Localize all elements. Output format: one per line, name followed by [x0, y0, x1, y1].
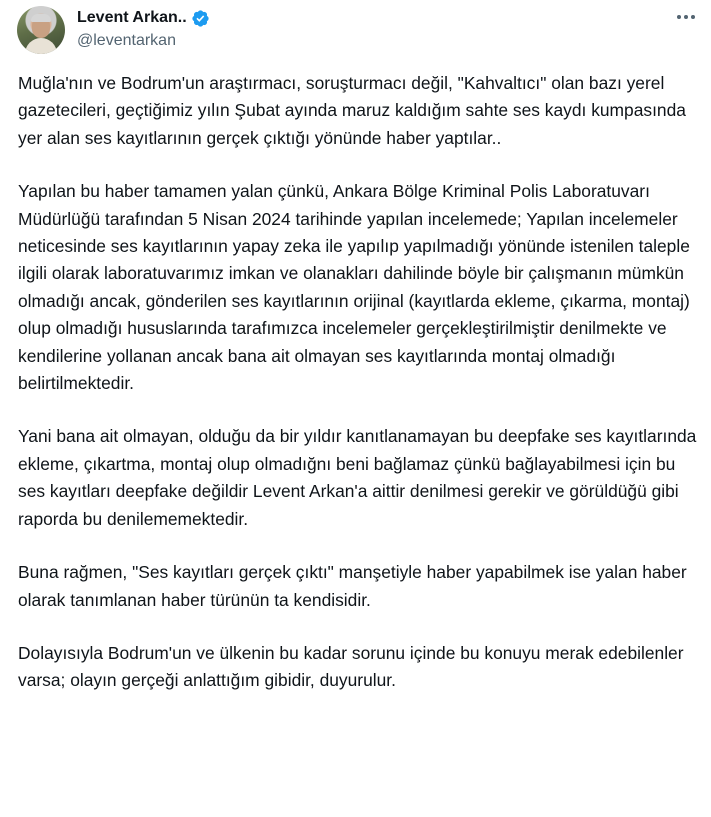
tweet-paragraph: Buna rağmen, "Ses kayıtları gerçek çıktı" manşetiyle haber yapabilmek ise yalan haber olarak tanımlanan haber türünün ta kendisidir.: [18, 562, 687, 610]
author-display-name[interactable]: Levent Arkan..: [77, 9, 187, 26]
author-handle[interactable]: @leventarkan: [77, 32, 176, 49]
tweet-paragraph: Dolayısıyla Bodrum'un ve ülkenin bu kadar sorunu içinde bu konuyu merak edebilenler varsa; olayın gerçeği anlattığım gibidir, duyurulur.: [18, 642, 684, 691]
tweet-paragraph: Muğla'nın ve Bodrum'un araştırmacı, soruşturmacı değil, "Kahvaltıcı" olan bazı yerel gazetecileri, geçtiğimiz yılın Şubat ayında maruz kaldığım sahte ses kaydı kumpasında yer alan ses kayıtlarının gerçek çıktığı yönünde haber yaptılar..: [18, 73, 686, 148]
tweet-text: [18, 70, 702, 695]
avatar-shirt: [25, 38, 57, 54]
verified-badge-icon: [191, 9, 210, 28]
tweet-paragraph: Yapılan bu haber tamamen yalan çünkü, Ankara Bölge Kriminal Polis Laboratuvarı Müdürlüğü tarafından 5 Nisan 2024 tarihinde yapılan incelemede; Yapılan incelemeler neticesinde ses kayıtlarının yapay zeka ile yapılıp yapılmadığı yönünde istenilen taleple ilgili olarak laboratuvarımız imkan ve olanakları dahilinde böyle bir çalışmanın mümkün olmadığı ancak, gönderilen ses kayıtlarının orijinal (kayıtlarda ekleme, çıkarma, montaj) olup olmadığı hususlarında tarafımızca incelemeler gerçekleştirilmiştir denilmekte ve kendilerine yollanan ancak bana ait olmayan ses kayıtlarında montaj olmadığı belirtilmektedir.: [18, 181, 690, 394]
avatar-hair: [31, 14, 51, 22]
author-name-row: [77, 8, 210, 28]
more-options-icon[interactable]: [674, 8, 698, 26]
avatar[interactable]: [17, 6, 65, 54]
tweet-paragraph: Yani bana ait olmayan, olduğu da bir yıldır kanıtlanamayan bu deepfake ses kayıtlarında ekleme, çıkartma, montaj olup olmadığnı beni bağlamaz çünkü bağlayabilmesi için bu ses kayıtları deepfake değildir Levent Arkan'a aittir denilmesi gerekir ve görüldüğü gibi raporda bu denilememektedir.: [18, 426, 697, 529]
